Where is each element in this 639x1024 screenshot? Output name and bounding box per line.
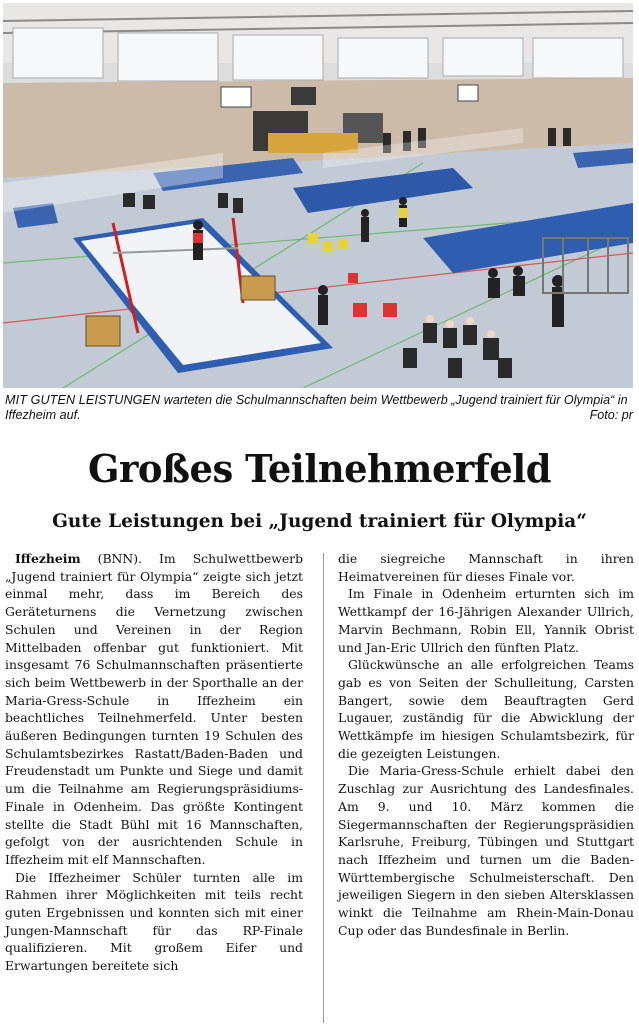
caption-text: warteten die Schulmannschaften beim Wettbewerb „Jugend trainiert für Olympia“ in Iffezheim auf. [5, 393, 628, 422]
article-paragraph: Die Iffezheimer Schüler turnten alle im Rahmen ihrer Möglichkeiten mit teils recht guten Ergebnissen und konnten sich mit einer Jungen-Mannschaft für das RP-Finale qualifizieren. Mit großem Eifer und Erwartungen bereitete sich [5, 869, 303, 974]
article-photo [3, 3, 633, 388]
article-paragraph [5, 550, 303, 869]
article-paragraph: Die Maria-Gress-Schule erhielt dabei den Zuschlag zur Ausrichtung des Landesfinales. Am 9. und 10. März kommen die Siegermannschaften der Regierungspräsidien Karlsruhe, Freiburg, Tübingen und Stuttgart nach Iffezheim und turnen um die Baden-Württembergische Schulmeisterschaft. Den jeweiligen Siegern in den sieben Altersklassen winkt die Teilnahme am Rhein-Main-Donau Cup oder das Bundesfinale in Berlin. [338, 763, 634, 938]
column-divider [323, 553, 324, 1023]
paragraph-text: Im Schulwettbewerb „Jugend trainiert für Olympia“ zeigte sich jetzt einmal mehr, dass im Bereich des Geräteturnens die Vernetzung zwischen Schulen und Vereinen in der Region Mittelbaden offenbar gut funktioniert. Mit insgesamt 76 Schulmannschaften präsentierte sich beim Wettbewerb in der Sporthalle an der Maria-Gress-Schule in Iffezheim ein beachtliches Teilnehmerfeld. Unter besten äußeren Bedingungen turnten 19 Schulen des Schulamtsbezirkes Rastatt/Baden-Baden und Freudenstadt um Punkte und Siege und damit um die Teilnahme am Regierungspräsidiums-Finale in Odenheim. Das größte Kontingent stellte die Stadt Bühl mit 16 Mannschaften, gefolgt von der ausrichtenden Schule in Iffezheim mit elf Mannschaften. [5, 551, 304, 867]
article-paragraph: Glückwünsche an alle erfolgreichen Teams gab es von Seiten der Schulleitung, Carsten Bangert, sowie dem Beauftragten Gerd Lugauer, zuständig für die Abwicklung der Wettkämpfe im hiesigen Schulamtsbezirk, für die gezeigten Leistungen. [338, 657, 634, 761]
subheadline: Gute Leistungen bei „Jugend trainiert für Olympia“ [52, 511, 587, 532]
article-paragraph: Im Finale in Odenheim erturnten sich im Wettkampf der 16-Jährigen Alexander Ullrich, Marvin Bechmann, Robin Ell, Yannik Obrist und Jan-Eric Ullrich den fünften Platz. [338, 586, 634, 655]
photo-credit: Foto: pr [589, 408, 633, 422]
headline: Großes Teilnehmerfeld [87, 446, 551, 491]
caption-lead: MIT GUTEN LEISTUNGEN [5, 393, 161, 407]
agency-tag: (BNN). [80, 551, 143, 566]
article-paragraph: die siegreiche Mannschaft in ihren Heimatvereinen für dieses Finale vor. [338, 551, 634, 584]
article-column-left [5, 550, 303, 975]
gym-hall-illustration [3, 3, 633, 388]
dateline: Iffezheim [15, 551, 81, 566]
photo-caption [5, 393, 633, 423]
article-column-right [338, 550, 634, 939]
